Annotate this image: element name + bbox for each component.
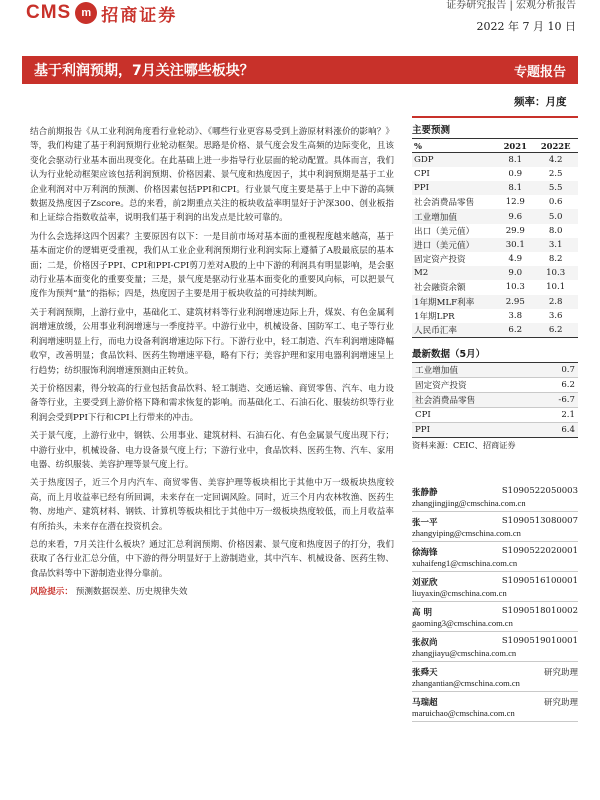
analyst-email[interactable]: xuhaifeng1@cmschina.com.cn xyxy=(412,558,518,568)
table-cell: 10.3 xyxy=(533,266,578,280)
analyst-entry xyxy=(412,606,578,632)
divider xyxy=(412,631,578,632)
analyst-email[interactable]: zhangjiayu@cmschina.com.cn xyxy=(412,648,517,658)
table-cell: 30.1 xyxy=(497,238,533,252)
analyst-entry xyxy=(412,636,578,662)
table-cell: 2.1 xyxy=(561,409,575,420)
row-label: PPI xyxy=(412,181,497,195)
row-label: 社会消费品零售 xyxy=(414,198,475,209)
table-cell: 3.8 xyxy=(508,310,523,321)
table-cell: 29.9 xyxy=(505,225,525,236)
table-row xyxy=(412,195,578,209)
row-label: 社会融资余额 xyxy=(414,283,466,294)
logo-text-en: CMS xyxy=(26,2,72,23)
table-cell: 12.9 xyxy=(505,197,525,208)
divider xyxy=(412,116,578,118)
table-row xyxy=(412,167,578,181)
table-cell: 0.6 xyxy=(548,197,563,208)
report-category: 专题报告 xyxy=(513,64,566,80)
row-label: 固定资产投资 xyxy=(414,255,466,266)
analyst-entry xyxy=(412,546,578,572)
analyst-list xyxy=(412,486,578,726)
table-cell: 8.1 xyxy=(497,181,533,195)
row-label: 1年期LPR xyxy=(414,311,455,322)
analyst-entry xyxy=(412,486,578,512)
risk-warning xyxy=(30,585,394,599)
analyst-license-id: S1090522020001 xyxy=(501,546,578,556)
analyst-role: 研究助理 xyxy=(543,698,578,708)
table-row xyxy=(412,392,578,407)
table-cell: 10.1 xyxy=(546,282,566,293)
table-row xyxy=(412,153,578,167)
frequency-label: 频率：月度 xyxy=(514,96,567,108)
table-row xyxy=(412,252,578,266)
analyst-entry xyxy=(412,696,578,722)
row-label: 1年期MLF利率 xyxy=(412,295,497,309)
analyst-name: 张静静 xyxy=(412,488,438,498)
analyst-license-id: S1090519010001 xyxy=(501,636,578,646)
forecast-table xyxy=(412,138,578,338)
table-cell: 3.1 xyxy=(533,238,578,252)
row-label: GDP xyxy=(412,153,497,167)
analyst-name: 高 明 xyxy=(412,608,432,618)
analyst-license-id: S1090513080007 xyxy=(501,516,578,526)
row-label: 人民币汇率 xyxy=(412,323,497,337)
analyst-email[interactable]: gaoming3@cmschina.com.cn xyxy=(412,618,513,628)
divider xyxy=(412,511,578,512)
analyst-license-id: S1090516100001 xyxy=(501,576,578,586)
table-row xyxy=(412,181,578,195)
row-label: 社会消费品零售 xyxy=(412,392,536,407)
table-cell: -6.7 xyxy=(536,392,578,407)
table-cell: 8.0 xyxy=(548,225,563,236)
body-paragraph: 关于利润预期，上游行业中，基础化工、建筑材料等行业利润增速边际上升，煤炭、有色金属利润增速放缓，公用事业利润增速与一季度持平。中游行业中，机械设备、国防军工、电子等行业利润增速明显上行，而电力设备利润增速边际下行。下游行业中，轻工制造、汽车利润增速降幅收窄，改善明显；食品饮料、医药生物增速平稳，略有下行；美容护理和家用电器利润增速呈上行趋势；纺织服饰利润增速预测由正转负。 xyxy=(30,307,394,376)
logo-mark-icon: m xyxy=(75,2,97,24)
analyst-name: 张舜天 xyxy=(412,668,438,678)
forecast-header-row xyxy=(412,139,578,153)
row-label: CPI xyxy=(414,168,430,179)
latest-data-title: 最新数据（5月） xyxy=(412,348,486,360)
table-cell: 4.9 xyxy=(508,254,523,265)
row-label: 工业增加值 xyxy=(412,362,536,377)
row-label: M2 xyxy=(412,266,497,280)
table-row xyxy=(412,407,578,422)
analyst-role: 研究助理 xyxy=(543,668,578,678)
table-row xyxy=(412,224,578,238)
table-row xyxy=(412,323,578,337)
table-row xyxy=(412,377,578,392)
column-header: % xyxy=(412,139,497,153)
forecast-title: 主要预测 xyxy=(412,125,451,136)
sidebar xyxy=(412,122,578,451)
analyst-name: 刘亚欣 xyxy=(412,578,438,588)
body-paragraph: 总的来看，7月关注什么板块？通过汇总利润预期、价格因素、景气度和热度因子的打分，我们获取了各行业汇总分值，中下游的得分明显好于上游制造业，其中汽车、机械设备、医药生物、食品饮料等中下游制造业得分靠前。 xyxy=(30,539,394,579)
table-row xyxy=(412,266,578,280)
analyst-name: 马瑞超 xyxy=(412,698,438,708)
analyst-name: 徐海锋 xyxy=(412,548,438,558)
report-type: 证券研究报告 | 宏观分析报告 xyxy=(446,0,576,11)
table-cell: 2.95 xyxy=(497,295,533,309)
body-paragraph: 关于景气度，上游行业中，钢铁、公用事业、建筑材料、石油石化、有色金属景气度出现下行；中游行业中，机械设备、电力设备景气度上行；下游行业中，食品饮料、医药生物、汽车、家用电器、纺织服装、美容护理等景气度上行。 xyxy=(30,431,394,470)
table-row xyxy=(412,422,578,437)
table-cell: 5.0 xyxy=(533,209,578,223)
row-label: 出口（美元值） xyxy=(414,226,475,237)
column-header: 2022E xyxy=(533,139,578,153)
table-cell: 6.2 xyxy=(533,323,578,337)
divider xyxy=(412,571,578,572)
table-cell: 3.6 xyxy=(548,310,563,321)
analyst-email[interactable]: zhangyiping@cmschina.com.cn xyxy=(412,528,521,538)
analyst-email[interactable]: zhangantian@cmschina.com.cn xyxy=(412,678,520,688)
body-paragraph: 关于热度因子，近三个月内汽车、商贸零售、美容护理等板块相比于其他中万一级板块热度较高，而上月收益率已经有所回调，未来存在一定回调风险。同时，近三个月内农林牧渔、医药生物、房地产、建筑材料、钢铁、计算机等板块相比于其他中万一级板块热度较低，而上月收益率有所抬头，未来存在潜在投资机会。 xyxy=(30,478,394,532)
table-cell: 6.2 xyxy=(497,323,533,337)
divider xyxy=(412,721,578,722)
analyst-name: 张一平 xyxy=(412,518,438,528)
table-row xyxy=(412,238,578,252)
table-cell: 10.3 xyxy=(505,282,525,293)
body-paragraph: 为什么会选择这四个因素？主要原因有以下：一是目前市场对基本面的重视程度越来越高，基于基本面定价的逻辑更受重视，我们从工业企业利润预期行业利润实际上遵循了A股最底层的基本面；二是，价格因子PPI、CPI和PPI-CPI剪刀差对A股的上中下游的利润具有明显影响，是会驱动行业基本面变化的重要变量；三是，景气度是驱动行业基本面变化的重要风向标，可以把景气度作为预判“量”的指标；四是，热度因子主要是用于板块收益的可持续判断。 xyxy=(30,231,394,300)
row-label: CPI xyxy=(415,409,431,420)
table-row xyxy=(412,362,578,377)
table-cell: 5.5 xyxy=(533,181,578,195)
row-label: 进口（美元值） xyxy=(412,238,497,252)
table-row xyxy=(412,209,578,223)
table-cell: 0.9 xyxy=(508,168,523,179)
logo-text-cn: 招商证券 xyxy=(101,5,178,26)
row-label: PPI xyxy=(412,422,536,437)
table-cell: 4.2 xyxy=(533,153,578,167)
report-body xyxy=(30,125,394,604)
table-cell: 2.8 xyxy=(533,295,578,309)
risk-text: 预测数据误差、历史规律失效 xyxy=(75,587,188,598)
report-date: 2022 年 7 月 10 日 xyxy=(476,20,576,33)
data-source: 资料来源：CEIC、招商证券 xyxy=(412,439,516,450)
row-label: 工业增加值 xyxy=(412,209,497,223)
divider xyxy=(412,601,578,602)
table-row xyxy=(412,309,578,323)
table-cell: 9.6 xyxy=(497,209,533,223)
analyst-email[interactable]: zhangjingjing@cmschina.com.cn xyxy=(412,498,526,508)
table-cell: 6.4 xyxy=(536,422,578,437)
table-cell: 8.2 xyxy=(548,254,563,265)
report-title: 基于利润预期，7月关注哪些板块？ xyxy=(34,63,254,79)
row-label: 固定资产投资 xyxy=(415,380,467,391)
divider xyxy=(412,661,578,662)
analyst-email[interactable]: maruichao@cmschina.com.cn xyxy=(412,708,515,718)
analyst-name: 张叔尚 xyxy=(412,638,438,648)
latest-data-table xyxy=(412,362,578,438)
risk-label: 风险提示： xyxy=(30,587,73,598)
analyst-license-id: S1090518010002 xyxy=(501,606,578,616)
body-paragraph: 结合前期报告《从工业利润角度看行业轮动》、《哪些行业更容易受到上游原材料涨价的影响？》等，我们构建了基于利润预期行业轮动框架。思路是价格、景气度会发生高频的边际变化，且该变化会驱动行业基本面出现变化。在此基础上进一步指导行业层面的轮动配置。具体而言，我们认为行业轮动框架应该包括利润预期、价格因素、景气度和热度因子，其中利润预期是基于工业企业利润对中万利润的预测、价格因素包括PPI和CPI。行业景气度主要是基于上中下游的高频数据及热度因子Zscore。总的来看，前2期重点关注的板块收益率明显好于沪深300、创业板指和上证综合指数收益率，说明我们基于利润的出发点是比较可靠的。 xyxy=(30,127,394,224)
analyst-entry xyxy=(412,516,578,542)
analyst-license-id: S1090522050003 xyxy=(501,486,578,496)
table-cell: 9.0 xyxy=(497,266,533,280)
table-cell: 0.7 xyxy=(536,362,578,377)
company-logo xyxy=(26,0,177,26)
analyst-entry xyxy=(412,576,578,602)
table-cell: 8.1 xyxy=(497,153,533,167)
analyst-entry xyxy=(412,666,578,692)
body-paragraph: 关于价格因素，得分较高的行业包括食品饮料、轻工制造、交通运输、商贸零售、汽车、电力设备等行业，主要受到上游价格下降和需求恢复的影响。而基础化工、石油石化、服装纺织等行业利润会受到PPI下行和CPI上行带来的冲击。 xyxy=(30,383,394,423)
report-header-info xyxy=(446,0,576,34)
divider xyxy=(412,691,578,692)
divider xyxy=(412,541,578,542)
table-row xyxy=(412,295,578,309)
title-banner xyxy=(22,56,578,84)
table-cell: 6.2 xyxy=(561,379,575,390)
table-row xyxy=(412,280,578,294)
analyst-email[interactable]: liuyaxin@cmschina.com.cn xyxy=(412,588,507,598)
table-cell: 2.5 xyxy=(548,168,563,179)
column-header: 2021 xyxy=(497,139,533,153)
